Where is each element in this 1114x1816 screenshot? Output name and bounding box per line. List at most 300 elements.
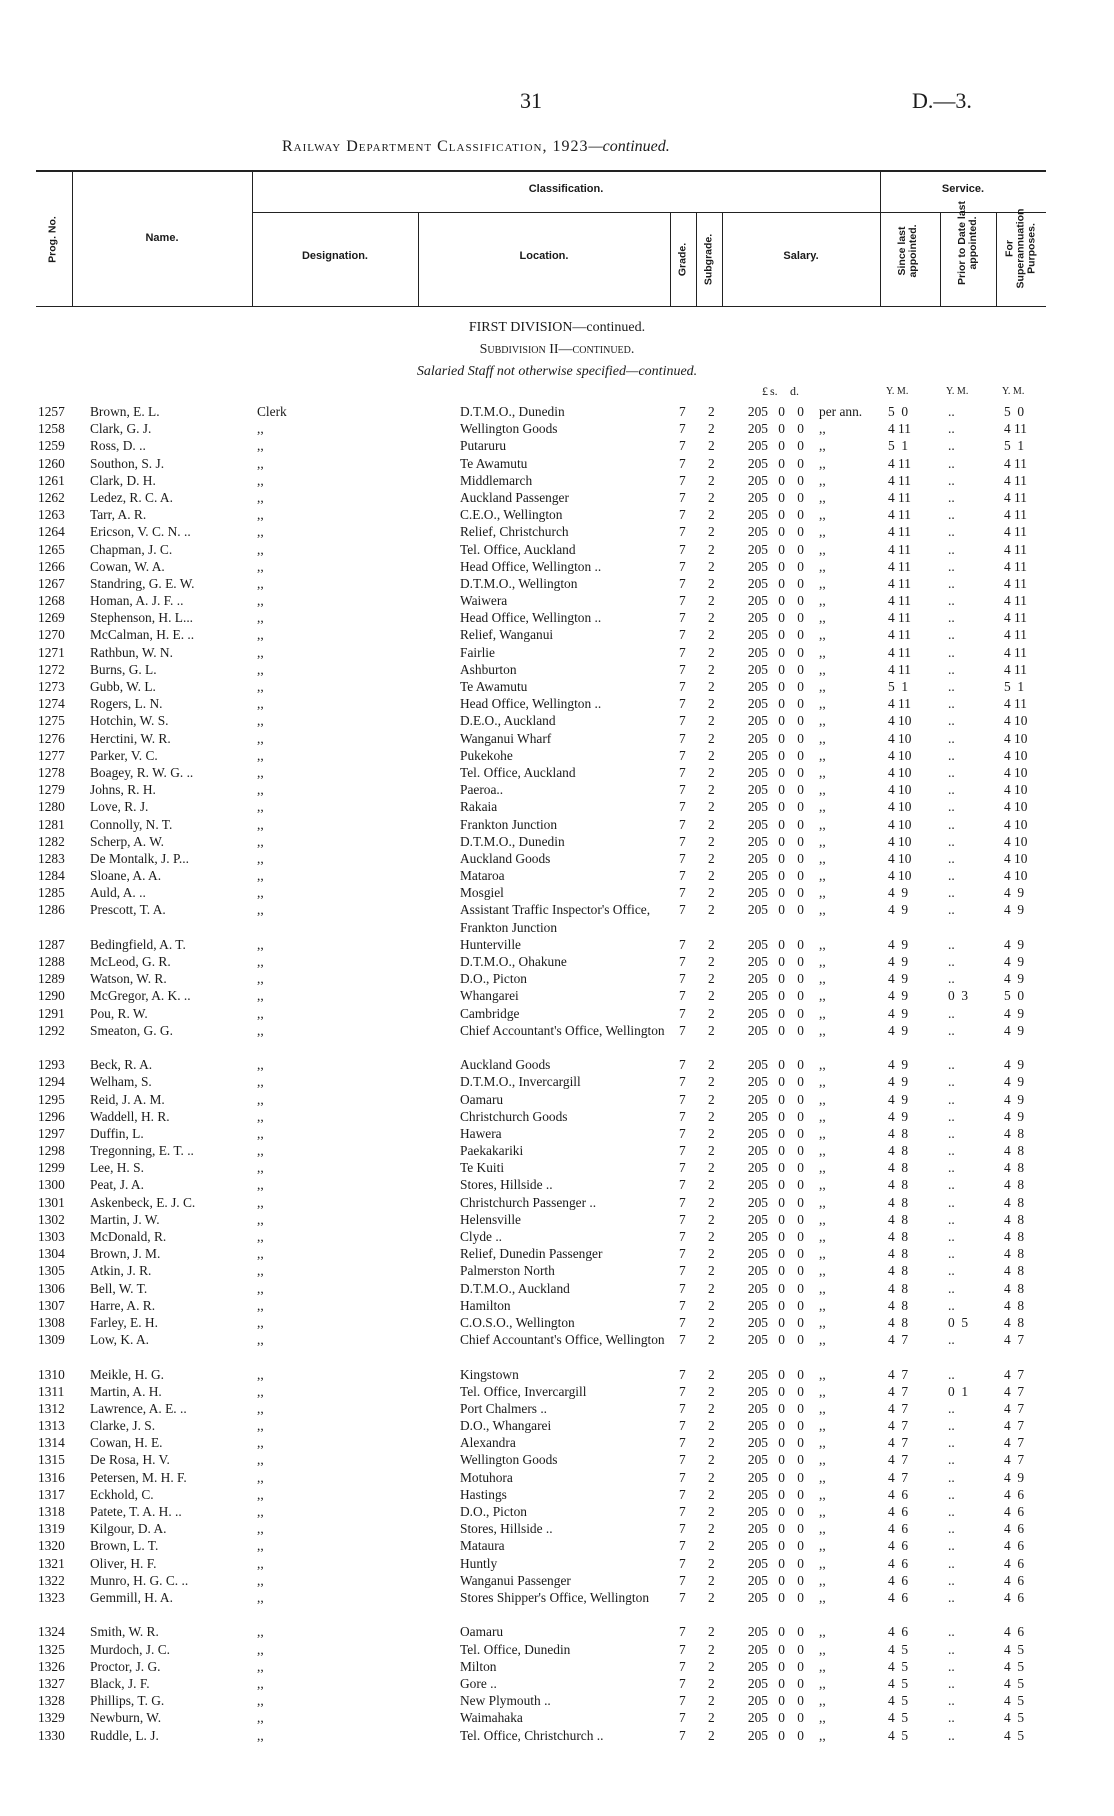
subgrade: 2 <box>708 1572 715 1588</box>
designation: ,, <box>257 679 264 694</box>
designation: ,, <box>257 627 264 643</box>
salary-shillings: 0 <box>778 1624 785 1640</box>
subgrade: 2 <box>708 1194 715 1210</box>
location: D.O., Picton <box>460 1504 527 1520</box>
location: Kingstown <box>460 1366 519 1382</box>
table-row <box>0 1194 1114 1211</box>
prog-no: 1295 <box>38 1091 65 1107</box>
salary-pence: 0 <box>797 1675 804 1691</box>
table-row <box>0 1537 1114 1554</box>
prog-no: 1267 <box>38 575 65 591</box>
salary-shillings: 0 <box>778 1555 785 1571</box>
subgrade: 2 <box>708 627 715 643</box>
staff-name: Welham, S. <box>90 1074 152 1090</box>
salary-pence: 0 <box>797 1177 804 1193</box>
service-superannuation: 4 8 <box>1004 1280 1025 1296</box>
designation: ,, <box>257 799 264 815</box>
salary-shillings: 0 <box>778 1658 785 1674</box>
service-prior: .. <box>948 747 955 763</box>
staff-name: Stephenson, H. L... <box>90 610 194 626</box>
designation: ,, <box>257 541 264 557</box>
table-row <box>0 678 1114 695</box>
staff-name: Clarke, J. S. <box>90 1418 156 1434</box>
subgrade: 2 <box>708 799 715 815</box>
service-prior: .. <box>948 885 955 901</box>
table-row <box>0 970 1114 987</box>
prog-no: 1314 <box>38 1435 65 1451</box>
prog-no: 1278 <box>38 764 65 780</box>
grade: 7 <box>679 1297 686 1313</box>
service-superannuation: 4 11 <box>1004 455 1027 471</box>
header-subgrade: Subgrade. <box>702 233 715 286</box>
salary-pence: 0 <box>797 868 804 884</box>
location: Stores, Hillside .. <box>460 1521 553 1537</box>
location: Christchurch Passenger .. <box>460 1194 597 1210</box>
service-prior: .. <box>948 558 955 574</box>
location: Auckland Goods <box>460 1057 551 1073</box>
service-superannuation: 4 7 <box>1004 1418 1025 1434</box>
service-prior: .. <box>948 1246 955 1262</box>
table-row <box>0 1486 1114 1503</box>
service-superannuation: 4 7 <box>1004 1366 1025 1382</box>
salary-pounds: 205 <box>747 404 768 419</box>
designation: ,, <box>257 1314 264 1330</box>
designation: ,, <box>257 1727 264 1743</box>
table-row <box>0 1417 1114 1434</box>
col-rule <box>940 212 941 306</box>
table-row <box>0 437 1114 454</box>
service-prior: .. <box>948 1675 955 1691</box>
salary-pounds: 205 <box>747 936 768 952</box>
table-row <box>0 1331 1114 1365</box>
salary-shillings: 0 <box>778 936 785 952</box>
salary-period: ,, <box>819 885 826 901</box>
salary-shillings: 0 <box>778 644 785 660</box>
salary-pounds: 205 <box>747 696 768 712</box>
service-superannuation: 4 8 <box>1004 1125 1025 1141</box>
prog-no: 1322 <box>38 1572 65 1588</box>
salary-shillings: 0 <box>778 1366 785 1382</box>
grade: 7 <box>679 1229 686 1245</box>
service-prior: .. <box>948 799 955 815</box>
staff-name: Meikle, H. G. <box>90 1366 165 1382</box>
prog-no: 1259 <box>38 438 65 454</box>
location: Waiwera <box>460 593 508 609</box>
staff-name: Eckhold, C. <box>90 1486 154 1502</box>
salary-pounds: 205 <box>747 833 768 849</box>
service-superannuation: 4 11 <box>1004 421 1027 437</box>
service-prior: .. <box>948 971 955 987</box>
service-since-last: 4 11 <box>888 455 911 471</box>
table-row <box>0 592 1114 609</box>
prog-no: 1290 <box>38 988 65 1004</box>
service-since-last: 4 11 <box>888 593 911 609</box>
subgrade: 2 <box>708 868 715 884</box>
subgrade: 2 <box>708 661 715 677</box>
prog-no: 1325 <box>38 1641 65 1657</box>
salary-pence: 0 <box>797 1091 804 1107</box>
location: Mataura <box>460 1538 505 1554</box>
salary-period: ,, <box>819 1452 826 1468</box>
service-prior: .. <box>948 524 955 540</box>
location: Pukekohe <box>460 747 513 763</box>
salary-shillings: 0 <box>778 1589 785 1605</box>
location: Tel. Office, Auckland <box>460 764 576 780</box>
salary-pounds: 205 <box>747 954 768 970</box>
grade: 7 <box>679 593 686 609</box>
subgrade: 2 <box>708 902 715 918</box>
grade: 7 <box>679 1280 686 1296</box>
salary-pence: 0 <box>797 1280 804 1296</box>
staff-name: Ruddle, L. J. <box>90 1727 159 1743</box>
location: Hunterville <box>460 936 521 952</box>
service-superannuation: 4 9 <box>1004 1057 1025 1073</box>
location: Head Office, Wellington .. <box>460 558 602 574</box>
salary-period: ,, <box>819 971 826 987</box>
salary-shillings: 0 <box>778 971 785 987</box>
service-prior: .. <box>948 1693 955 1709</box>
salary-period: ,, <box>819 575 826 591</box>
subgrade: 2 <box>708 1675 715 1691</box>
table-row <box>0 558 1114 575</box>
staff-name: Lawrence, A. E. .. <box>90 1400 187 1416</box>
service-since-last: 4 7 <box>888 1383 909 1399</box>
service-prior: .. <box>948 472 955 488</box>
service-prior: .. <box>948 902 955 918</box>
designation: ,, <box>257 610 264 626</box>
service-since-last: 4 6 <box>888 1624 909 1640</box>
prog-no: 1326 <box>38 1658 65 1674</box>
salary-period: per ann. <box>819 404 863 419</box>
staff-name: Scherp, A. W. <box>90 833 165 849</box>
service-since-last: 4 8 <box>888 1125 909 1141</box>
prog-no: 1276 <box>38 730 65 746</box>
service-prior: .. <box>948 1280 955 1296</box>
salary-shillings: 0 <box>778 1314 785 1330</box>
designation: ,, <box>257 472 264 488</box>
service-superannuation: 4 11 <box>1004 558 1027 574</box>
subgrade: 2 <box>708 472 715 488</box>
service-since-last: 4 5 <box>888 1675 909 1691</box>
location: Waimahaka <box>460 1710 523 1726</box>
service-prior: .. <box>948 1074 955 1090</box>
salary-shillings: 0 <box>778 1538 785 1554</box>
service-superannuation: 4 10 <box>1004 850 1028 866</box>
staff-name: Kilgour, D. A. <box>90 1521 167 1537</box>
grade: 7 <box>679 850 686 866</box>
staff-name: McGregor, A. K. .. <box>90 988 191 1004</box>
header-for-super: For Superannuation Purposes. <box>1003 208 1038 289</box>
staff-name: Smith, W. R. <box>90 1624 159 1640</box>
prog-no: 1321 <box>38 1555 65 1571</box>
designation: ,, <box>257 1160 264 1176</box>
location: D.O., Whangarei <box>460 1418 552 1434</box>
salary-shillings: 0 <box>778 593 785 609</box>
service-since-last: 4 6 <box>888 1589 909 1605</box>
staff-name: Peat, J. A. <box>90 1177 144 1193</box>
grade: 7 <box>679 816 686 832</box>
salary-period: ,, <box>819 782 826 798</box>
prog-no: 1270 <box>38 627 65 643</box>
table-row <box>0 1297 1114 1314</box>
service-since-last: 4 7 <box>888 1469 909 1485</box>
grade: 7 <box>679 541 686 557</box>
salary-period: ,, <box>819 1280 826 1296</box>
grade: 7 <box>679 1675 686 1691</box>
prog-no: 1277 <box>38 747 65 763</box>
table-row <box>0 1658 1114 1675</box>
salary-period: ,, <box>819 1675 826 1691</box>
location: C.O.S.O., Wellington <box>460 1314 575 1330</box>
location: Assistant Traffic Inspector's Office, Frankton Junction <box>460 902 651 935</box>
subgrade: 2 <box>708 1143 715 1159</box>
staff-name: Ledez, R. C. A. <box>90 489 173 505</box>
subgrade: 2 <box>708 1727 715 1743</box>
service-since-last: 4 8 <box>888 1211 909 1227</box>
staff-name: Prescott, T. A. <box>90 902 166 918</box>
location: D.T.M.O., Auckland <box>460 1280 570 1296</box>
service-since-last: 4 11 <box>888 558 911 574</box>
location: Frankton Junction <box>460 816 558 832</box>
salary-pounds: 205 <box>747 627 768 643</box>
unit-ym-since: Y. M. <box>886 386 909 397</box>
subgrade: 2 <box>708 524 715 540</box>
salary-pence: 0 <box>797 1314 804 1330</box>
staff-name: Cowan, W. A. <box>90 558 165 574</box>
salary-pence: 0 <box>797 489 804 505</box>
prog-no: 1323 <box>38 1589 65 1605</box>
salary-period: ,, <box>819 558 826 574</box>
salary-period: ,, <box>819 541 826 557</box>
subgrade: 2 <box>708 489 715 505</box>
service-since-last: 4 11 <box>888 644 911 660</box>
service-prior: .. <box>948 627 955 643</box>
salary-pence: 0 <box>797 1572 804 1588</box>
prog-no: 1319 <box>38 1521 65 1537</box>
header-service: Service. <box>941 183 985 195</box>
grade: 7 <box>679 575 686 591</box>
subgrade: 2 <box>708 1435 715 1451</box>
prog-no: 1273 <box>38 679 65 694</box>
designation: ,, <box>257 1641 264 1657</box>
salary-shillings: 0 <box>778 1469 785 1485</box>
salary-shillings: 0 <box>778 713 785 729</box>
subgrade: 2 <box>708 1177 715 1193</box>
subgrade: 2 <box>708 1366 715 1382</box>
page-number: 31 <box>520 88 542 113</box>
salary-pence: 0 <box>797 593 804 609</box>
table-row <box>0 1056 1114 1073</box>
salary-pence: 0 <box>797 799 804 815</box>
designation: ,, <box>257 1074 264 1090</box>
salary-pounds: 205 <box>747 575 768 591</box>
prog-no: 1306 <box>38 1280 65 1296</box>
service-superannuation: 4 6 <box>1004 1624 1025 1640</box>
staff-name: Chapman, J. C. <box>90 541 173 557</box>
grade: 7 <box>679 438 686 454</box>
salary-shillings: 0 <box>778 1263 785 1279</box>
salary-pence: 0 <box>797 988 804 1004</box>
grade: 7 <box>679 1555 686 1571</box>
designation: ,, <box>257 747 264 763</box>
table-row <box>0 1073 1114 1090</box>
salary-pence: 0 <box>797 1400 804 1416</box>
salary-pence: 0 <box>797 404 804 419</box>
prog-no: 1271 <box>38 644 65 660</box>
salary-shillings: 0 <box>778 988 785 1004</box>
salary-pounds: 205 <box>747 1555 768 1571</box>
location: Paeroa.. <box>460 782 504 798</box>
subgrade: 2 <box>708 1641 715 1657</box>
salary-pence: 0 <box>797 1435 804 1451</box>
service-since-last: 4 10 <box>888 816 912 832</box>
salary-shillings: 0 <box>778 764 785 780</box>
subgrade: 2 <box>708 782 715 798</box>
location: Gore .. <box>460 1675 497 1691</box>
salary-shillings: 0 <box>778 575 785 591</box>
staff-name: Homan, A. J. F. .. <box>90 593 184 609</box>
service-superannuation: 4 5 <box>1004 1710 1025 1726</box>
table-row <box>0 455 1114 472</box>
designation: ,, <box>257 1280 264 1296</box>
salary-pence: 0 <box>797 438 804 454</box>
service-since-last: 5 1 <box>888 438 909 454</box>
header-designation: Designation. <box>301 250 368 262</box>
table-row <box>0 661 1114 678</box>
service-prior: .. <box>948 1572 955 1588</box>
service-prior: .. <box>948 1418 955 1434</box>
salary-shillings: 0 <box>778 747 785 763</box>
service-prior: .. <box>948 575 955 591</box>
salary-pounds: 205 <box>747 1675 768 1691</box>
salary-shillings: 0 <box>778 1143 785 1159</box>
designation: ,, <box>257 1263 264 1279</box>
salary-shillings: 0 <box>778 799 785 815</box>
location: Port Chalmers .. <box>460 1400 548 1416</box>
salary-pence: 0 <box>797 1246 804 1262</box>
grade: 7 <box>679 747 686 763</box>
location: Wanganui Passenger <box>460 1572 571 1588</box>
designation: ,, <box>257 1555 264 1571</box>
subgrade: 2 <box>708 730 715 746</box>
service-superannuation: 4 11 <box>1004 610 1027 626</box>
staff-name: Lee, H. S. <box>90 1160 144 1176</box>
staff-name: Pou, R. W. <box>90 1005 148 1021</box>
salary-pounds: 205 <box>747 868 768 884</box>
header-name: Name. <box>145 232 179 244</box>
col-rule <box>670 212 671 306</box>
prog-no: 1312 <box>38 1400 65 1416</box>
prog-no: 1281 <box>38 816 65 832</box>
header-bottom-rule <box>36 306 1046 307</box>
salary-pence: 0 <box>797 1022 804 1038</box>
salary-pounds: 205 <box>747 1572 768 1588</box>
subgrade: 2 <box>708 558 715 574</box>
grade: 7 <box>679 936 686 952</box>
salary-pence: 0 <box>797 1332 804 1348</box>
table-row <box>0 1366 1114 1383</box>
service-prior: .. <box>948 1332 955 1348</box>
salary-pounds: 205 <box>747 1435 768 1451</box>
service-since-last: 4 11 <box>888 489 911 505</box>
service-superannuation: 4 8 <box>1004 1297 1025 1313</box>
subgrade: 2 <box>708 1211 715 1227</box>
salary-shillings: 0 <box>778 1452 785 1468</box>
table-row <box>0 781 1114 798</box>
grade: 7 <box>679 696 686 712</box>
page-title-continued: —continued. <box>588 138 670 155</box>
service-prior: .. <box>948 1297 955 1313</box>
service-since-last: 5 0 <box>888 404 909 419</box>
designation: ,, <box>257 1675 264 1691</box>
grade: 7 <box>679 1727 686 1743</box>
salary-pounds: 205 <box>747 1521 768 1537</box>
location: Stores, Hillside .. <box>460 1177 553 1193</box>
salary-pounds: 205 <box>747 1143 768 1159</box>
designation: ,, <box>257 489 264 505</box>
salary-pence: 0 <box>797 610 804 626</box>
grade: 7 <box>679 404 686 419</box>
salary-pounds: 205 <box>747 1263 768 1279</box>
salary-shillings: 0 <box>778 1400 785 1416</box>
staff-name: De Montalk, J. P... <box>90 850 189 866</box>
salary-shillings: 0 <box>778 1693 785 1709</box>
staff-name: De Rosa, H. V. <box>90 1452 170 1468</box>
prog-no: 1317 <box>38 1486 65 1502</box>
service-prior: .. <box>948 1469 955 1485</box>
salary-period: ,, <box>819 1504 826 1520</box>
salary-shillings: 0 <box>778 1280 785 1296</box>
location: Tel. Office, Christchurch .. <box>460 1727 604 1743</box>
location: Wellington Goods <box>460 421 558 437</box>
service-since-last: 4 11 <box>888 627 911 643</box>
salary-pounds: 205 <box>747 850 768 866</box>
salary-pounds: 205 <box>747 1624 768 1640</box>
prog-no: 1301 <box>38 1194 65 1210</box>
table-row <box>0 1159 1114 1176</box>
table-row <box>0 1555 1114 1572</box>
service-since-last: 4 7 <box>888 1452 909 1468</box>
service-prior: .. <box>948 1727 955 1743</box>
grade: 7 <box>679 1658 686 1674</box>
staff-name: Burns, G. L. <box>90 661 157 677</box>
salary-period: ,, <box>819 1297 826 1313</box>
designation: ,, <box>257 1332 264 1348</box>
service-superannuation: 4 11 <box>1004 524 1027 540</box>
designation: ,, <box>257 558 264 574</box>
subgrade: 2 <box>708 1108 715 1124</box>
service-superannuation: 4 9 <box>1004 1074 1025 1090</box>
grade: 7 <box>679 1693 686 1709</box>
table-row <box>0 987 1114 1004</box>
grade: 7 <box>679 833 686 849</box>
service-prior: .. <box>948 1005 955 1021</box>
subgrade: 2 <box>708 954 715 970</box>
prog-no: 1300 <box>38 1177 65 1193</box>
prog-no: 1309 <box>38 1332 65 1348</box>
salary-shillings: 0 <box>778 627 785 643</box>
subgrade: 2 <box>708 1263 715 1279</box>
grade: 7 <box>679 1332 686 1348</box>
salary-pence: 0 <box>797 1486 804 1502</box>
prog-no: 1280 <box>38 799 65 815</box>
service-since-last: 4 7 <box>888 1332 909 1348</box>
location: Huntly <box>460 1555 498 1571</box>
salary-shillings: 0 <box>778 1211 785 1227</box>
table-row <box>0 730 1114 747</box>
subgrade: 2 <box>708 988 715 1004</box>
service-prior: .. <box>948 1589 955 1605</box>
